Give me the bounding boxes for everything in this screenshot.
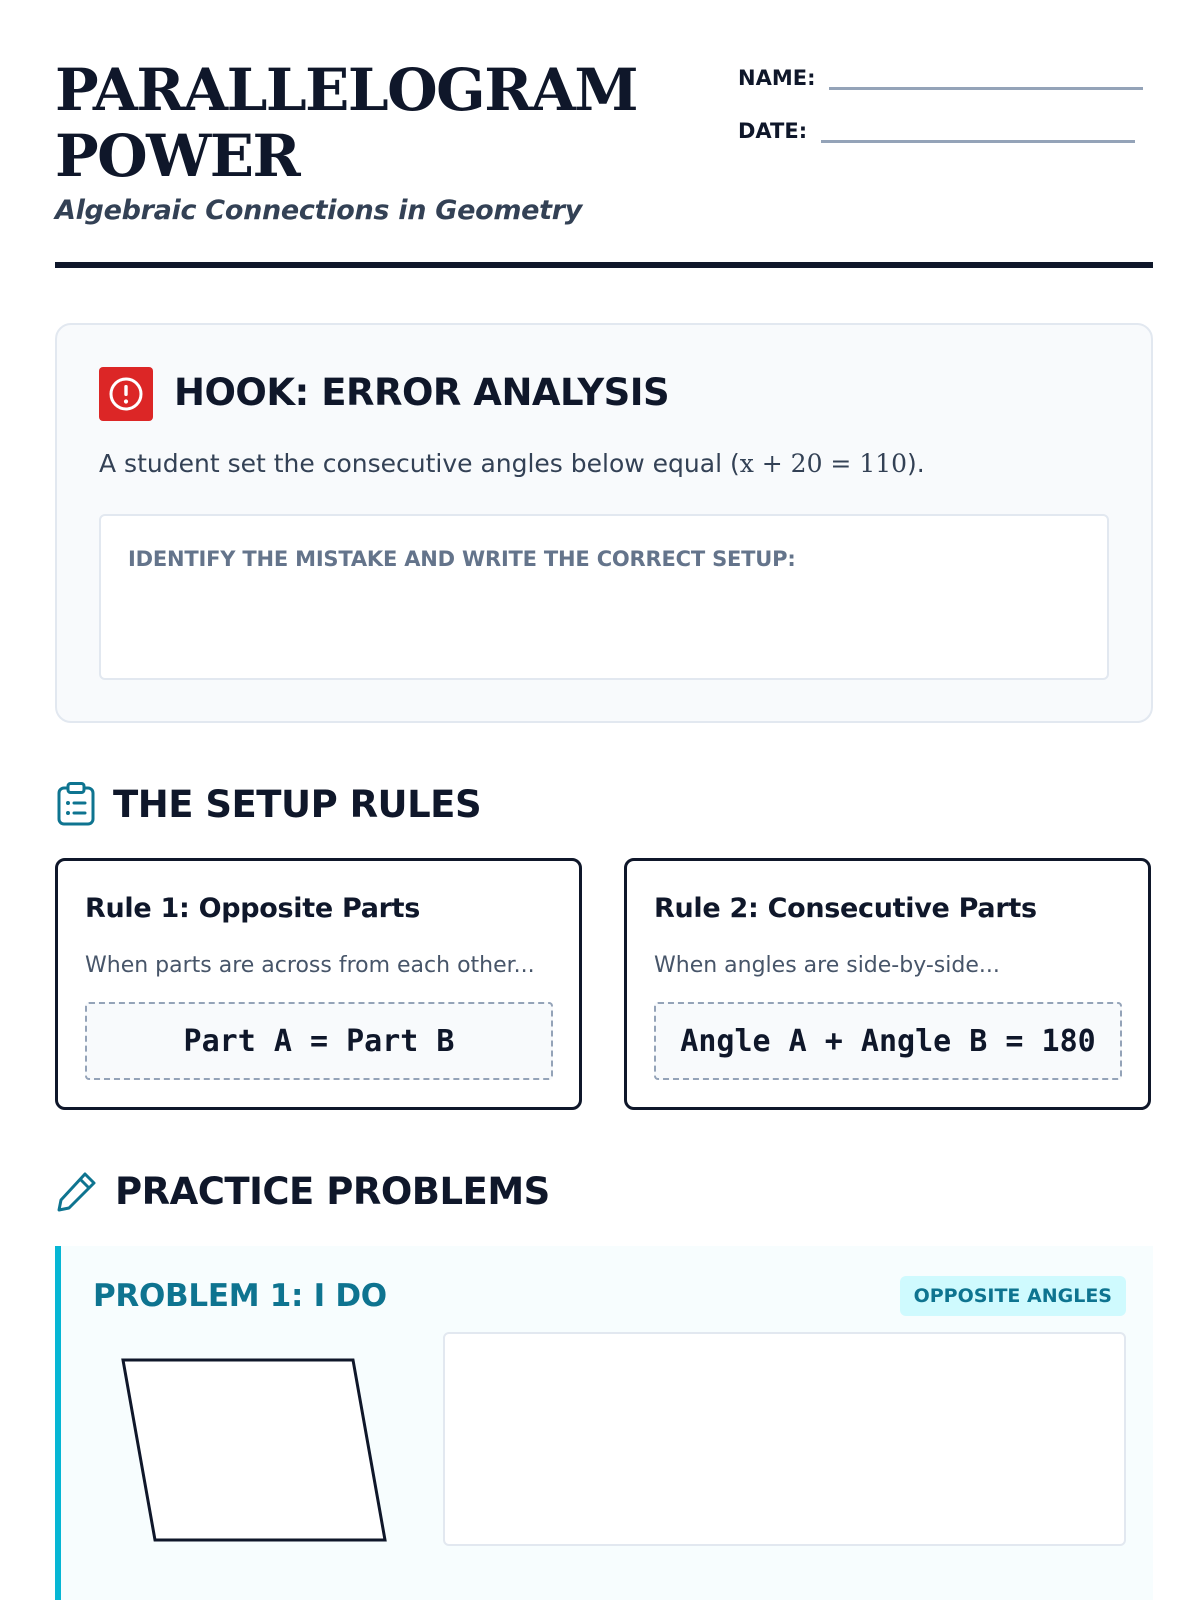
rule-card-consecutive	[624, 858, 1151, 1110]
page-title	[55, 57, 637, 189]
answer-box[interactable]	[99, 514, 1109, 680]
worksheet-header	[55, 55, 1153, 270]
name-field	[738, 60, 1143, 90]
hook-section	[55, 323, 1153, 723]
rule-description: When angles are side-by-side...	[654, 953, 1000, 978]
rule-description: When parts are across from each other...	[85, 953, 535, 978]
hook-title: HOOK: ERROR ANALYSIS	[174, 371, 670, 414]
hook-equation: x + 20 = 110	[739, 449, 908, 478]
date-line[interactable]	[821, 113, 1135, 143]
header-divider	[55, 262, 1153, 268]
rule-title: Rule 2: Consecutive Parts	[654, 893, 1037, 924]
setup-rules-title: THE SETUP RULES	[113, 782, 482, 826]
alert-circle-icon	[99, 367, 153, 421]
hook-text-before: A student set the consecutive angles below equal (	[99, 449, 740, 478]
rule-formula: Angle A + Angle B = 180	[654, 1002, 1122, 1080]
work-area[interactable]	[443, 1332, 1126, 1546]
parallelogram-figure	[119, 1358, 389, 1548]
hook-text-after: ).	[907, 449, 925, 478]
name-line[interactable]	[829, 60, 1143, 90]
hook-text	[99, 449, 925, 478]
problem-title: PROBLEM 1: I DO	[93, 1278, 387, 1314]
problem-badge: OPPOSITE ANGLES	[900, 1276, 1126, 1316]
setup-rules-heading	[55, 781, 481, 827]
answer-prompt: IDENTIFY THE MISTAKE AND WRITE THE CORRECT SETUP:	[128, 547, 796, 571]
clipboard-list-icon	[55, 781, 97, 827]
title-line-2: POWER	[55, 122, 300, 190]
pencil-icon	[55, 1169, 99, 1213]
practice-heading	[55, 1169, 550, 1213]
rule-title: Rule 1: Opposite Parts	[85, 893, 421, 924]
problem-card	[55, 1246, 1153, 1600]
name-label: NAME:	[738, 66, 816, 90]
practice-title: PRACTICE PROBLEMS	[115, 1169, 550, 1213]
rule-card-opposite	[55, 858, 582, 1110]
date-label: DATE:	[738, 119, 808, 143]
title-line-1: PARALLELOGRAM	[55, 56, 638, 124]
date-field	[738, 113, 1135, 143]
rule-formula: Part A = Part B	[85, 1002, 553, 1080]
page-subtitle: Algebraic Connections in Geometry	[55, 195, 583, 226]
